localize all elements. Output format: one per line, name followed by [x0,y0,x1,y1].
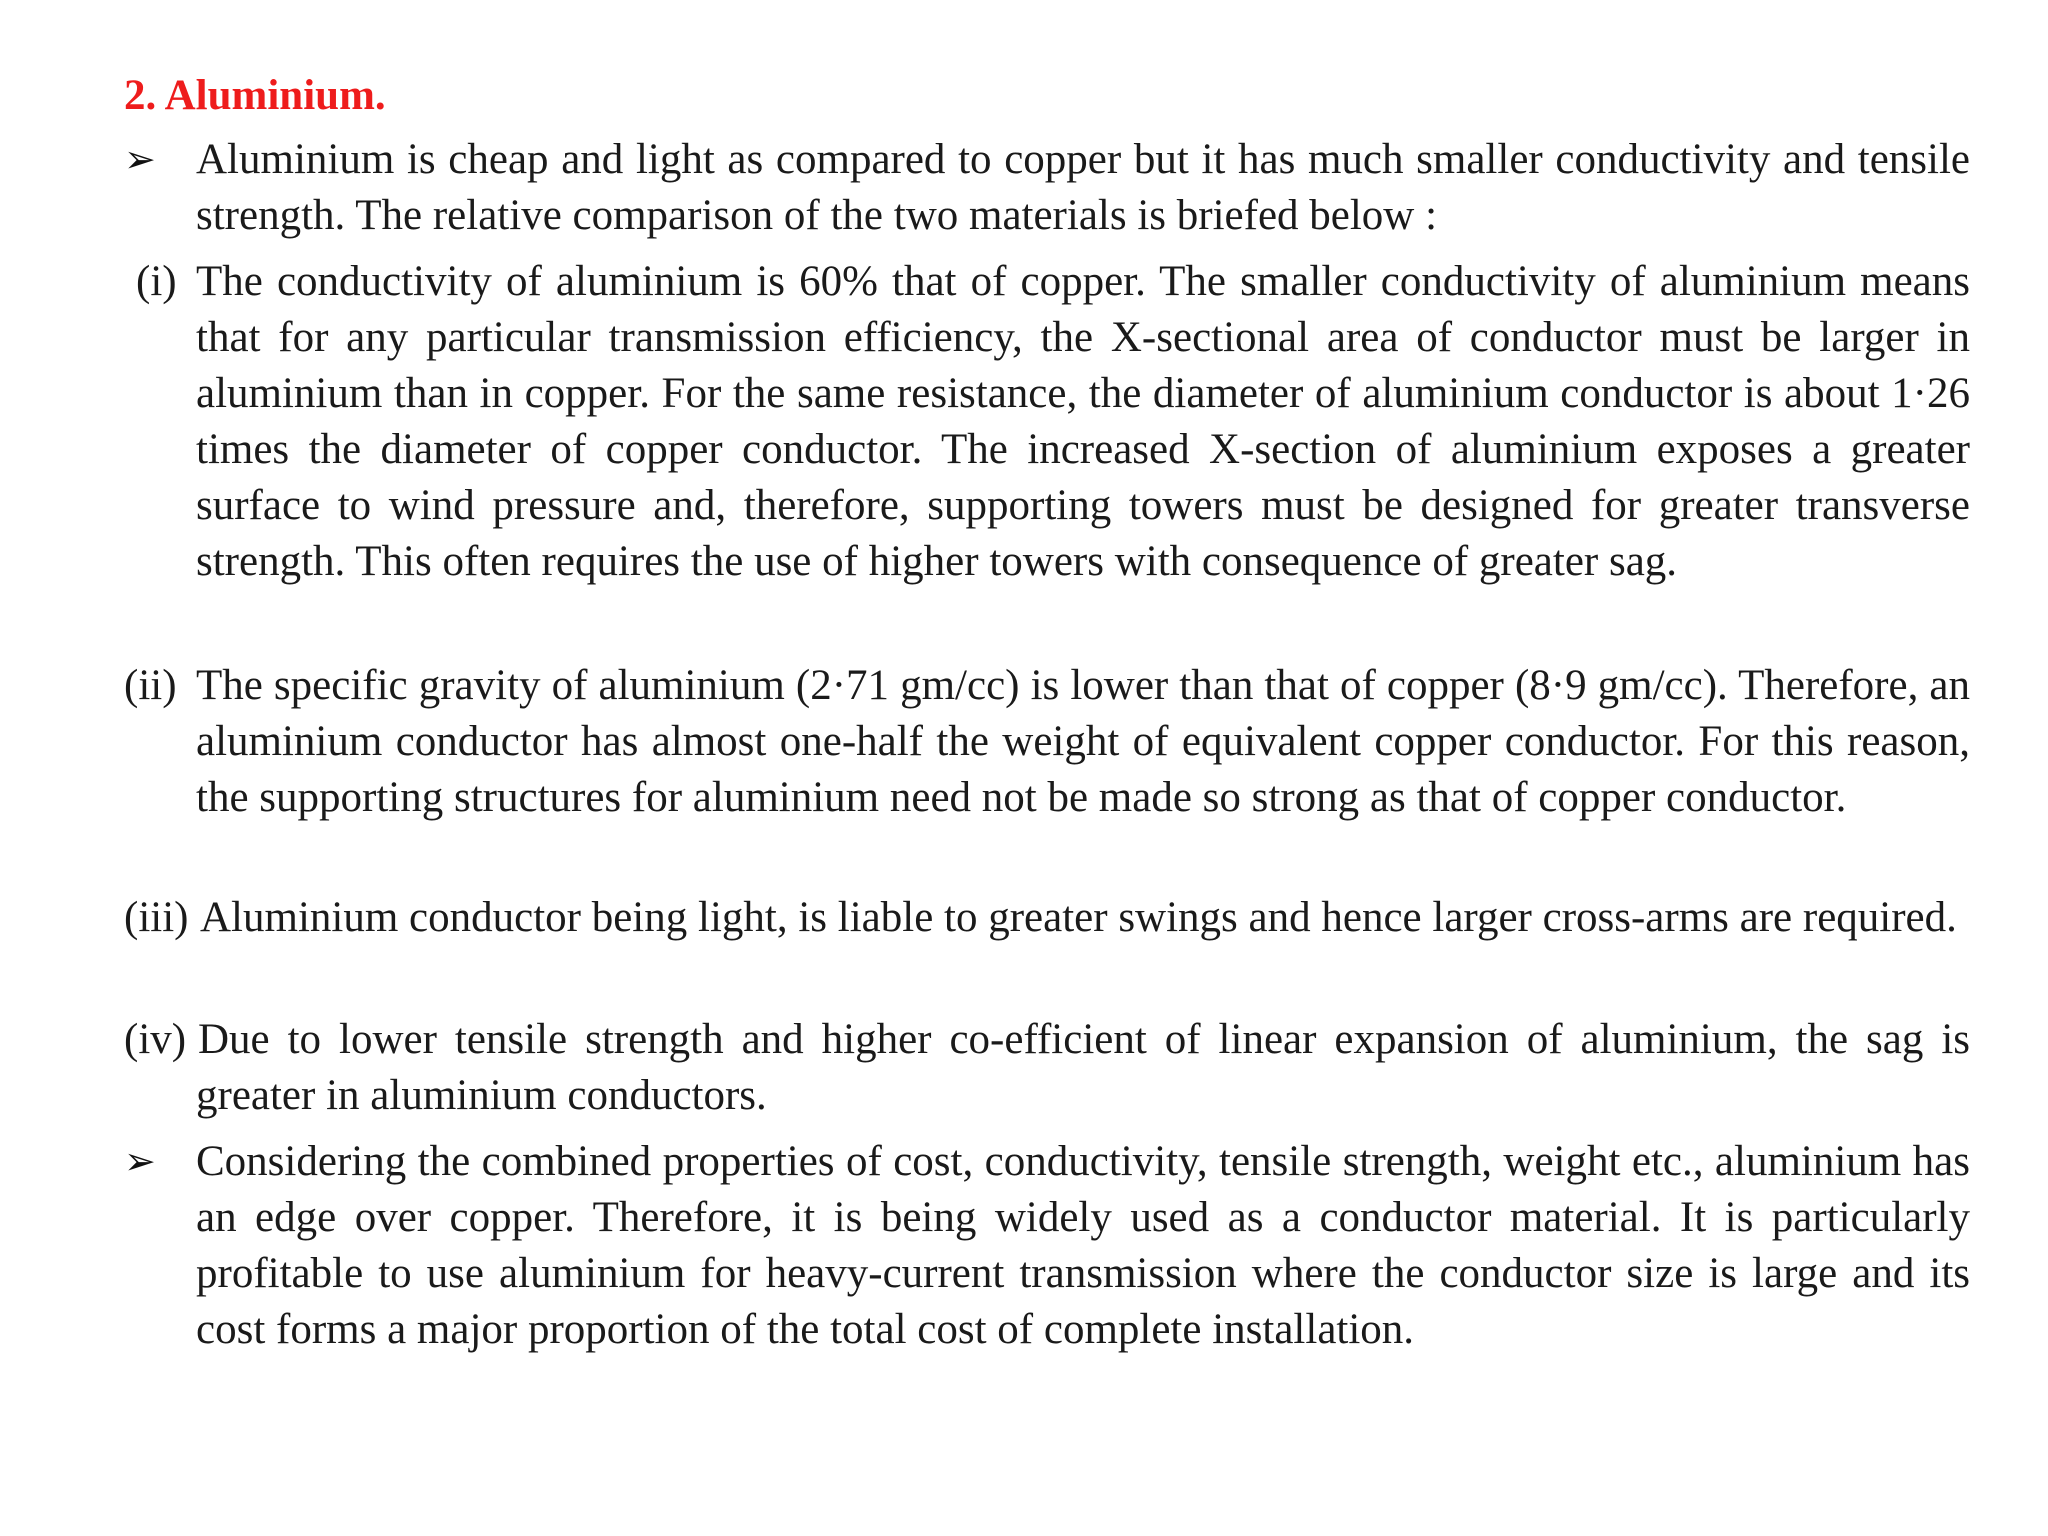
point-marker-i: (i) [136,258,177,305]
arrow-bullet-icon: ➢ [124,1141,156,1183]
intro-paragraph: Aluminium is cheap and light as compared to copper but it has much smaller conductivity and tensile strength. The relative comparison of the two materials is briefed below : [196,136,1970,239]
arrow-bullet-icon: ➢ [124,139,156,181]
section-heading: 2. Aluminium. [124,72,386,119]
point-text-i [196,254,1970,590]
point-text-iv [196,1012,1970,1124]
point-text-iii [196,890,1970,946]
point-body-iv: Due to lower tensile strength and higher co-efficient of linear expansion of aluminium, the sag is greater in aluminium conductors. [196,1016,1970,1119]
point-marker-ii: (ii) [124,662,177,709]
conclusion-paragraph: Considering the combined properties of cost, conductivity, tensile strength, weight etc., aluminium has an edge over copper. Therefore, it is being widely used as a conductor material. It is particularly profitable to use aluminium for heavy-current transmission where the conductor size is large and its cost forms a major proportion of the total cost of complete installation. [196,1138,1970,1353]
point-marker-iv: (iv) [124,1016,187,1063]
point-body-ii: The specific gravity of aluminium (2·71 gm/cc) is lower than that of copper (8·9 gm/cc). Therefore, an aluminium conductor has almost one-half the weight of equivalent copper conductor. For this reason, the supporting structures for aluminium need not be made so strong as that of copper conductor. [196,662,1970,821]
point-body-iii: Aluminium conductor being light, is liable to greater swings and hence larger cross-arms are required. [200,894,1957,941]
point-text-ii [196,658,1970,826]
point-marker-iii: (iii) [124,894,189,941]
point-body-i: The conductivity of aluminium is 60% that of copper. The smaller conductivity of aluminium means that for any particular transmission efficiency, the X-sectional area of conductor must be larger in aluminium than in copper. For the same resistance, the diameter of aluminium conductor is about 1·26 times the diameter of copper conductor. The increased X-section of aluminium exposes a greater surface to wind pressure and, therefore, supporting towers must be designed for greater transverse strength. This often requires the use of higher towers with consequence of greater sag. [196,258,1970,585]
